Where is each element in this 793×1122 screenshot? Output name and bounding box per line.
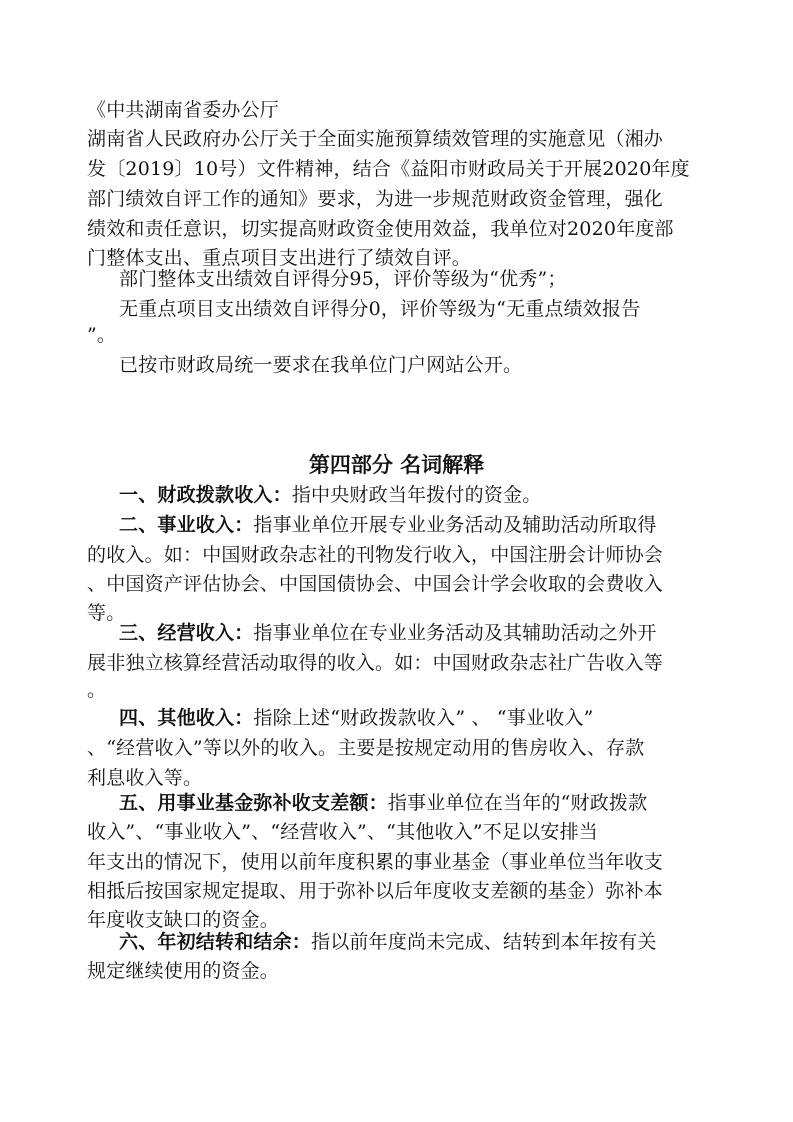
definition-text: 利息收入等。 bbox=[87, 767, 203, 789]
definition-text: 年支出的情况下，使用以前年度积累的事业基金（事业单位当年收支 bbox=[87, 851, 664, 873]
definition-text: 规定继续使用的资金。 bbox=[87, 960, 280, 982]
definition-term: 一、财政拨款收入： bbox=[119, 484, 292, 506]
definition-item bbox=[119, 618, 657, 648]
intro-line: ”。 bbox=[87, 324, 117, 346]
definition-item bbox=[119, 480, 541, 510]
intro-line: 部门绩效自评工作的通知》要求，为进一步规范财政资金管理，强化 bbox=[87, 188, 664, 210]
intro-line: 门整体支出、重点项目支出进行了绩效自评。 bbox=[87, 247, 472, 269]
intro-line: 绩效和责任意识，切实提高财政资金使用效益，我单位对2020年度部 bbox=[87, 218, 674, 240]
intro-score-line: 部门整体支出绩效自评得分95，评价等级为“优秀”； bbox=[119, 268, 567, 290]
definition-text: 指事业单位在当年的“财政拨款 bbox=[387, 792, 648, 814]
definition-term: 四、其他收入： bbox=[119, 707, 254, 729]
definition-item bbox=[119, 788, 647, 818]
intro-line: 湖南省人民政府办公厅关于全面实施预算绩效管理的实施意见（湘办 bbox=[87, 128, 664, 150]
section-heading: 第四部分 名词解释 bbox=[308, 453, 485, 477]
definition-text: 的收入。如：中国财政杂志社的刊物发行收入，中国注册会计师协会 bbox=[87, 544, 664, 566]
definition-text: 指以前年度尚未完成、结转到本年按有关 bbox=[311, 931, 657, 953]
intro-line: 发〔2019〕10号）文件精神，结合《益阳市财政局关于开展2020年度 bbox=[87, 158, 690, 180]
definition-term: 二、事业收入： bbox=[119, 514, 254, 536]
intro-score-line: 无重点项目支出绩效自评得分0，评价等级为“无重点绩效报告 bbox=[119, 298, 641, 320]
definition-text: 、中国资产评估协会、中国国债协会、中国会计学会收取的会费收入 bbox=[87, 573, 664, 595]
definition-term: 三、经营收入： bbox=[119, 622, 254, 644]
definition-text: 指除上述“财政拨款收入” 、 “事业收入” bbox=[253, 707, 594, 729]
definition-text: 等。 bbox=[87, 602, 126, 624]
intro-line: 《中共湖南省委办公厅 bbox=[87, 99, 280, 121]
definition-text: 展非独立核算经营活动取得的收入。如：中国财政杂志社广告收入等 bbox=[87, 652, 664, 674]
definition-item bbox=[119, 510, 657, 540]
definition-text: 指事业单位在专业业务活动及其辅助活动之外开 bbox=[253, 622, 657, 644]
intro-publish-line: 已按市财政局统一要求在我单位门户网站公开。 bbox=[119, 354, 523, 376]
definition-text: 、“经营收入”等以外的收入。主要是按规定动用的售房收入、存款 bbox=[87, 737, 645, 759]
definition-text: 。 bbox=[87, 679, 107, 701]
definition-item bbox=[119, 703, 594, 733]
definition-text: 指事业单位开展专业业务活动及辅助活动所取得 bbox=[253, 514, 657, 536]
definition-text: 相抵后按国家规定提取、用于弥补以后年度收支差额的基金）弥补本 bbox=[87, 880, 664, 902]
definition-term: 六、年初结转和结余： bbox=[119, 931, 312, 953]
definition-text: 收入”、“事业收入”、“经营收入”、“其他收入”不足以安排当 bbox=[87, 821, 598, 843]
definition-term: 五、用事业基金弥补收支差额： bbox=[119, 792, 388, 814]
definition-text: 指中央财政当年拨付的资金。 bbox=[291, 484, 542, 506]
definition-text: 年度收支缺口的资金。 bbox=[87, 909, 280, 931]
definition-item bbox=[119, 927, 657, 957]
